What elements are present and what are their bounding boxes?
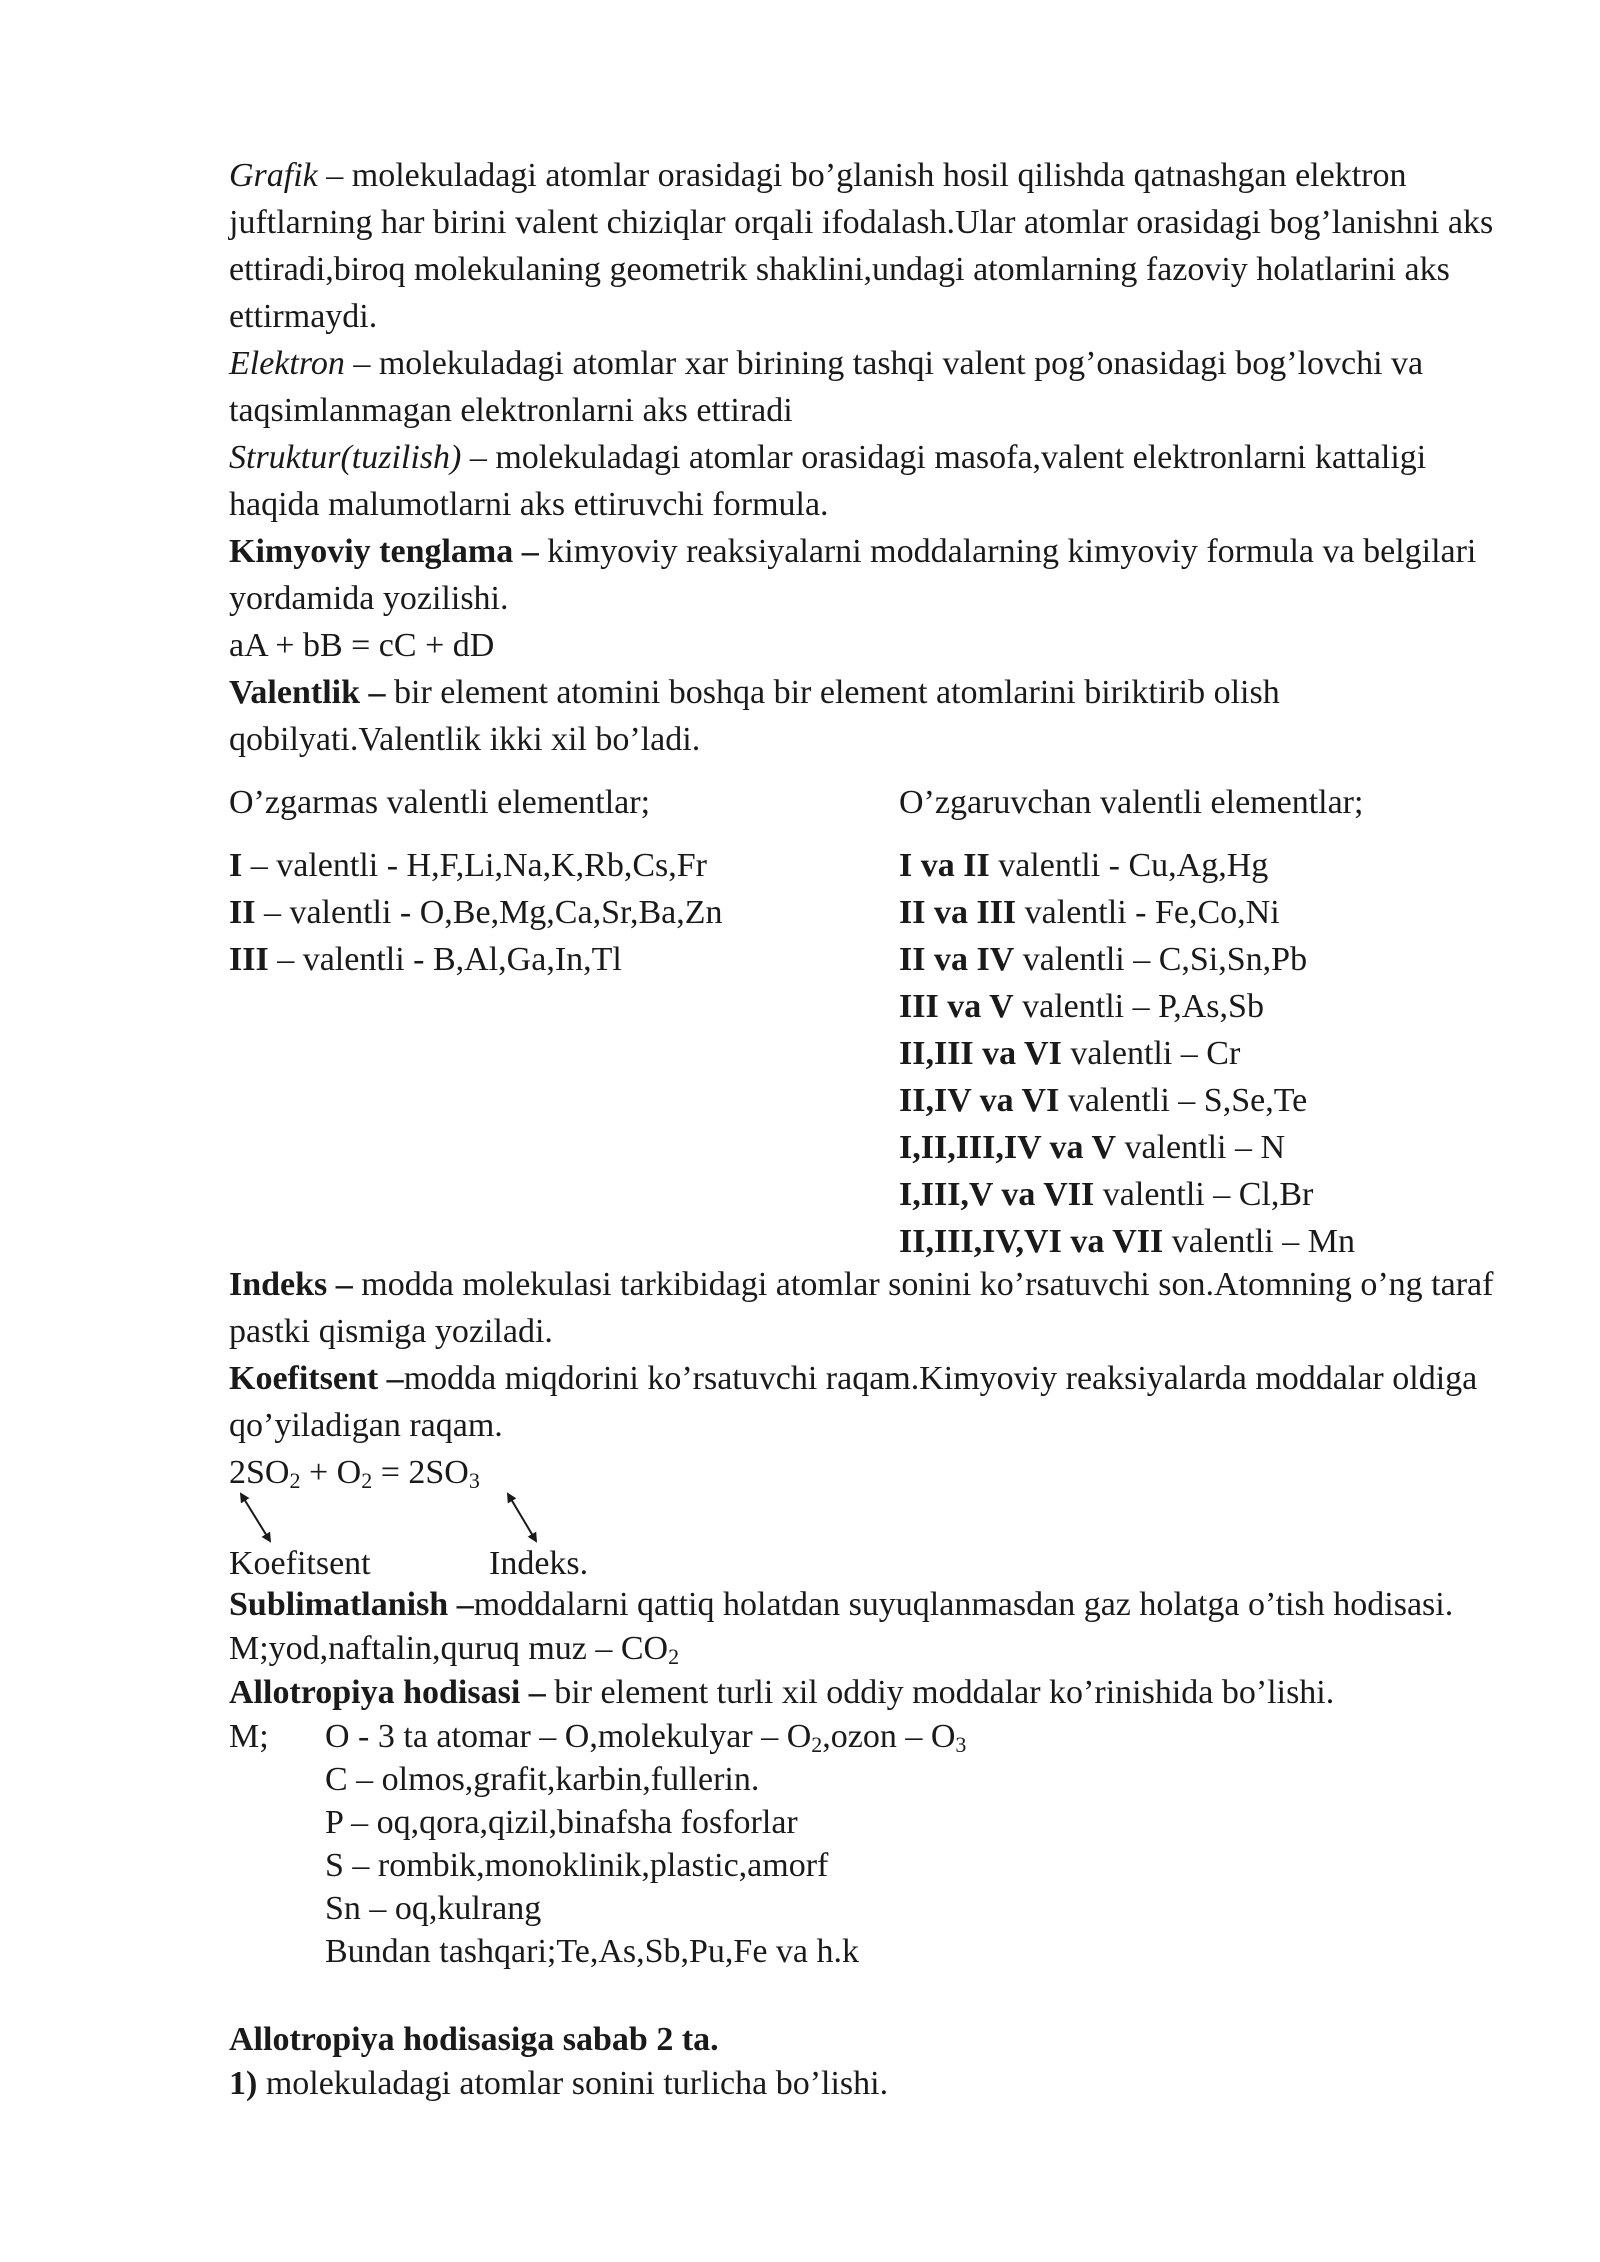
valence-elements: valentli – S,Se,Te [1059, 1082, 1308, 1119]
valence-number: II,IV va VI [899, 1082, 1060, 1119]
valence-number: II va IV [899, 941, 1015, 978]
reaction-subscript: 2 [361, 1468, 373, 1493]
valence-elements: – valentli - B,Al,Ga,In,Tl [268, 941, 622, 978]
valence-number: II,III va VI [899, 1035, 1062, 1072]
allotropy-example: C – olmos,grafit,karbin,fullerin. [325, 1761, 760, 1798]
valence-number: III va V [899, 988, 1014, 1025]
valence-elements: valentli – Cr [1061, 1035, 1241, 1072]
term-sublimatlanish: Sublimatlanish – [229, 1586, 474, 1623]
allotropy-example-label: M; [229, 1718, 269, 1755]
text-koefitsent: modda miqdorini ko’rsatuvchi raqam.Kimyoviy reaksiyalarda moddalar oldiga qo’yiladigan raqam. [229, 1360, 1478, 1444]
allotropy-examples [325, 1715, 966, 1973]
text-allotropiya: bir element turli xil oddiy moddalar ko’rinishida bo’lishi. [545, 1674, 1335, 1711]
term-allotropiya: Allotropiya hodisasi – [229, 1674, 546, 1711]
valence-elements: valentli – C,Si,Sn,Pb [1014, 941, 1308, 978]
allotropy-example: Bundan tashqari;Te,As,Sb,Pu,Fe va h.k [325, 1933, 860, 1970]
term-koefitsent: Koefitsent – [229, 1360, 404, 1397]
indeks-arrow [508, 1494, 536, 1541]
valence-number: II,III,IV,VI va VII [899, 1223, 1164, 1260]
term-valentlik: Valentlik – [229, 674, 386, 711]
valence-elements: valentli – N [1116, 1129, 1286, 1166]
text-indeks: modda molekulasi tarkibidagi atomlar sonini ko’rsatuvchi son.Atomning o’ng taraf pastki qismiga yoziladi. [229, 1266, 1494, 1350]
valence-number: I va II [899, 847, 990, 884]
valence-number: III [229, 941, 269, 978]
text-struktur: – molekuladagi atomlar orasidagi masofa,valent elektronlarni kattaligi haqida malumotlarni aks ettiruvchi formula. [229, 439, 1427, 523]
term-kimyoviy: Kimyoviy tenglama – [229, 533, 539, 570]
valence-number: II [229, 894, 256, 931]
reaction-part: 2SO [229, 1454, 290, 1491]
valence-elements: valentli – Mn [1163, 1223, 1355, 1260]
sabab-heading: Allotropiya hodisasiga sabab 2 ta. [229, 2021, 719, 2058]
oxygen-text: O - 3 ta atomar – O,molekulyar – O [325, 1718, 812, 1755]
term-struktur: Struktur(tuzilish) [229, 439, 462, 476]
valence-elements: valentli – P,As,Sb [1013, 988, 1264, 1025]
koefitsent-label: Koefitsent [229, 1545, 371, 1582]
indeks-label: Indeks. [489, 1545, 589, 1582]
term-elektron: Elektron [229, 345, 345, 382]
item-number: 1) [229, 2065, 258, 2102]
allotropy-example: S – rombik,monoklinik,plastic,amorf [325, 1847, 829, 1884]
valence-elements: – valentli - O,Be,Mg,Ca,Sr,Ba,Zn [255, 894, 723, 931]
reaction-subscript: 2 [289, 1468, 301, 1493]
ozone-text: ,ozon – O [822, 1718, 956, 1755]
term-indeks: Indeks – [229, 1266, 353, 1303]
valence-elements: – valentli - H,F,Li,Na,K,Rb,Cs,Fr [242, 847, 707, 884]
valence-number: I,II,III,IV va V [899, 1129, 1116, 1166]
valence-number: II va III [899, 894, 1017, 931]
definition-sublimatlanish [229, 1583, 1499, 1671]
allotropy-example: P – oq,qora,qizil,binafsha fosforlar [325, 1804, 798, 1841]
sublimation-block [229, 1583, 1499, 1715]
koefitsent-arrow [241, 1494, 270, 1541]
text-kimyoviy: kimyoviy reaksiyalarni moddalarning kimyoviy formula va belgilari yordamida yozilishi. [229, 533, 1477, 617]
allotropy-example-oxygen [325, 1715, 966, 1758]
item-text: molekuladagi atomlar sonini turlicha bo’lishi. [257, 2065, 889, 2102]
reaction-part: + O [300, 1454, 362, 1491]
valence-elements: valentli - Cu,Ag,Hg [989, 847, 1269, 884]
sabab-block [229, 2018, 888, 2106]
oxygen-subscript: 2 [811, 1732, 823, 1757]
constant-heading: O’zgarmas valentli elementlar; [229, 784, 651, 821]
text-valentlik: bir element atomini boshqa bir element atomlarini biriktirib olish qobilyati.Valentlik ikki xil bo’ladi. [229, 674, 1280, 758]
allotropy-example: Sn – oq,kulrang [325, 1890, 542, 1927]
valence-number: I,III,V va VII [899, 1176, 1095, 1213]
co2-subscript: 2 [668, 1644, 680, 1669]
general-equation: aA + bB = cC + dD [229, 627, 495, 664]
text-grafik: – molekuladagi atomlar orasidagi bo’glanish hosil qilishda qatnashgan elektron juftlarning har birini valent chiziqlar orqali ifodalash.Ular atomlar orasidagi bog’lanishni aks ettiradi,biroq molekulaning geometrik shaklini,undagi atomlarning fazoviy holatlarini aks ettirmaydi. [229, 157, 1494, 335]
valence-number: I [229, 847, 243, 884]
text-elektron: – molekuladagi atomlar xar birining tashqi valent pog’onasidagi bog’lovchi va taqsimlanmagan elektronlarni aks ettiradi [229, 345, 1424, 429]
text-sublimatlanish: moddalarni qattiq holatdan suyuqlanmasdan gaz holatga o’tish hodisasi. M;yod,naftalin,quruq muz – CO [229, 1586, 1454, 1667]
sabab-item-1 [229, 2062, 888, 2106]
variable-heading: O’zgaruvchan valentli elementlar; [899, 784, 1364, 821]
valence-elements: valentli – Cl,Br [1094, 1176, 1314, 1213]
term-grafik: Grafik [229, 157, 318, 194]
reaction-part: = 2SO [372, 1454, 469, 1491]
definition-allotropiya [229, 1671, 1499, 1715]
ozone-subscript: 3 [955, 1732, 967, 1757]
reaction-subscript: 3 [468, 1468, 480, 1493]
valence-elements: valentli - Fe,Co,Ni [1016, 894, 1280, 931]
